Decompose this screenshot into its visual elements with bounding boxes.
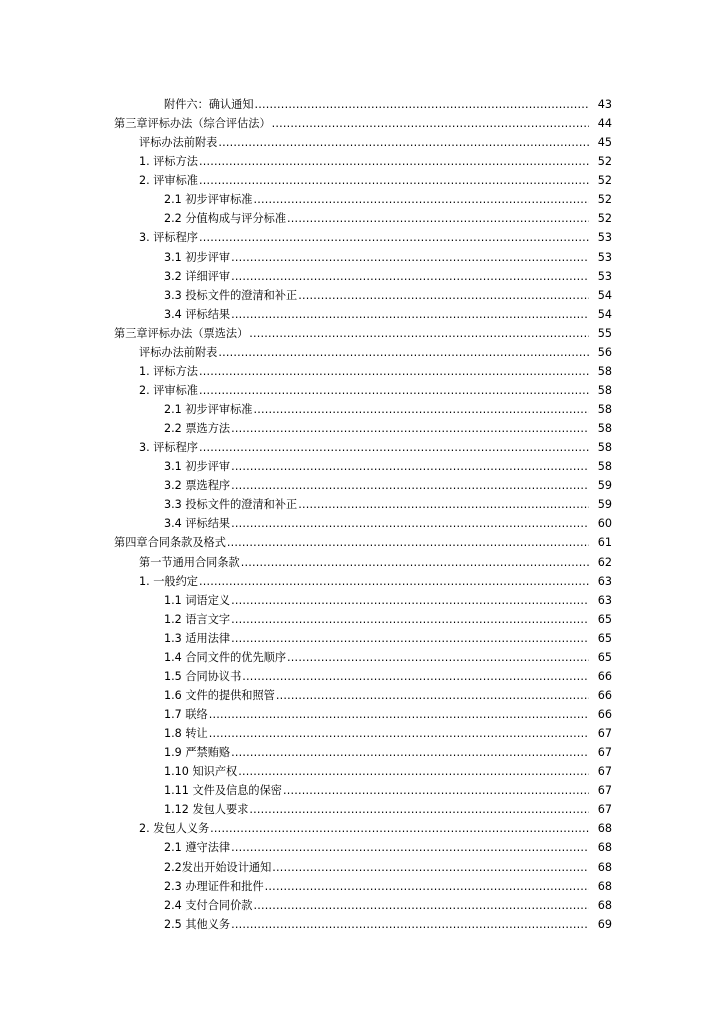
toc-entry-page-number: 52 xyxy=(597,174,612,188)
toc-dot-leader xyxy=(199,171,589,190)
toc-entry[interactable] xyxy=(0,686,724,705)
toc-entry-title: 1.1 词语定义 xyxy=(164,593,231,607)
toc-entry-page-number: 68 xyxy=(597,841,612,855)
toc-dot-leader xyxy=(199,572,589,591)
toc-entry-page-number: 68 xyxy=(597,860,612,874)
toc-dot-leader xyxy=(238,762,589,781)
toc-entry-title: 1.5 合同协议书 xyxy=(164,669,242,683)
toc-entry-title: 2.3 办理证件和批件 xyxy=(164,879,264,893)
toc-dot-leader xyxy=(199,381,589,400)
toc-entry-page-number: 52 xyxy=(597,212,612,226)
toc-entry-title: 1.4 合同文件的优先顺序 xyxy=(164,650,287,664)
toc-entry-title: 1. 一般约定 xyxy=(139,574,198,588)
toc-entry-page-number: 68 xyxy=(597,898,612,912)
toc-entry-title: 附件六：确认通知 xyxy=(164,98,254,112)
toc-entry-title: 3.3 投标文件的澄清和补正 xyxy=(164,498,298,512)
toc-entry-page-number: 65 xyxy=(597,650,612,664)
toc-dot-leader xyxy=(231,591,589,610)
toc-entry[interactable] xyxy=(0,209,724,228)
toc-entry-title: 2.2 票选方法 xyxy=(164,422,231,436)
toc-entry-page-number: 59 xyxy=(597,498,612,512)
toc-entry[interactable] xyxy=(0,858,724,877)
toc-dot-leader xyxy=(242,667,589,686)
toc-entry[interactable] xyxy=(0,743,724,762)
toc-entry-title: 评标办法前附表 xyxy=(139,136,218,150)
toc-dot-leader xyxy=(276,686,589,705)
toc-entry[interactable] xyxy=(0,400,724,419)
toc-entry-page-number: 66 xyxy=(597,669,612,683)
toc-entry-title: 3.2 详细评审 xyxy=(164,269,231,283)
toc-entry-title: 1.3 适用法律 xyxy=(164,631,231,645)
toc-entry[interactable] xyxy=(0,800,724,819)
toc-dot-leader xyxy=(231,629,589,648)
toc-entry-page-number: 52 xyxy=(597,155,612,169)
toc-entry[interactable] xyxy=(0,877,724,896)
toc-entry-page-number: 58 xyxy=(597,403,612,417)
toc-entry[interactable] xyxy=(0,838,724,857)
toc-entry-title: 2.1 初步评审标准 xyxy=(164,193,253,207)
toc-entry-page-number: 52 xyxy=(597,193,612,207)
toc-entry-title: 1.6 文件的提供和照管 xyxy=(164,688,275,702)
toc-entry-title: 第一节通用合同条款 xyxy=(139,555,240,569)
toc-entry[interactable] xyxy=(0,610,724,629)
toc-entry-title: 3. 评标程序 xyxy=(139,231,198,245)
toc-dot-leader xyxy=(253,400,589,419)
toc-dot-leader xyxy=(231,743,589,762)
toc-dot-leader xyxy=(199,438,589,457)
toc-entry-title: 3.1 初步评审 xyxy=(164,250,231,264)
toc-entry[interactable] xyxy=(0,476,724,495)
toc-entry-page-number: 65 xyxy=(597,631,612,645)
toc-entry-page-number: 54 xyxy=(597,288,612,302)
toc-dot-leader xyxy=(253,190,589,209)
toc-entry-title: 2.5 其他义务 xyxy=(164,917,231,931)
toc-entry-page-number: 44 xyxy=(597,117,612,131)
toc-dot-leader xyxy=(231,476,589,495)
toc-entry[interactable] xyxy=(0,324,724,343)
toc-entry[interactable] xyxy=(0,705,724,724)
toc-dot-leader xyxy=(231,248,589,267)
toc-entry-page-number: 54 xyxy=(597,307,612,321)
table-of-contents xyxy=(0,95,724,934)
toc-entry-title: 3.4 评标结果 xyxy=(164,307,231,321)
toc-dot-leader xyxy=(231,915,589,934)
toc-entry[interactable] xyxy=(0,286,724,305)
toc-dot-leader xyxy=(218,343,589,362)
toc-entry[interactable] xyxy=(0,362,724,381)
toc-entry-page-number: 61 xyxy=(597,536,612,550)
toc-entry-title: 1.9 严禁贿赂 xyxy=(164,746,231,760)
toc-entry[interactable] xyxy=(0,667,724,686)
toc-entry[interactable] xyxy=(0,419,724,438)
toc-entry-page-number: 58 xyxy=(597,383,612,397)
toc-dot-leader xyxy=(231,267,589,286)
toc-entry-page-number: 68 xyxy=(597,879,612,893)
toc-entry-page-number: 56 xyxy=(597,345,612,359)
toc-dot-leader xyxy=(255,95,589,114)
toc-entry-page-number: 53 xyxy=(597,269,612,283)
toc-entry[interactable] xyxy=(0,514,724,533)
toc-dot-leader xyxy=(298,495,589,514)
toc-dot-leader xyxy=(249,800,589,819)
toc-entry-title: 2.2发出开始设计通知 xyxy=(164,860,272,874)
toc-entry[interactable] xyxy=(0,95,724,114)
toc-entry-page-number: 67 xyxy=(597,803,612,817)
toc-entry-page-number: 65 xyxy=(597,612,612,626)
toc-dot-leader xyxy=(209,724,589,743)
toc-entry[interactable] xyxy=(0,572,724,591)
toc-entry-title: 2.1 遵守法律 xyxy=(164,841,231,855)
toc-entry-title: 1. 评标方法 xyxy=(139,364,198,378)
toc-entry-title: 1.2 语言文字 xyxy=(164,612,231,626)
toc-entry-page-number: 55 xyxy=(597,326,612,340)
toc-entry-page-number: 68 xyxy=(597,822,612,836)
toc-entry[interactable] xyxy=(0,781,724,800)
toc-dot-leader xyxy=(272,858,589,877)
toc-dot-leader xyxy=(231,419,589,438)
toc-entry-page-number: 59 xyxy=(597,479,612,493)
toc-dot-leader xyxy=(287,209,589,228)
toc-entry-page-number: 58 xyxy=(597,441,612,455)
toc-entry-page-number: 58 xyxy=(597,422,612,436)
toc-entry[interactable] xyxy=(0,819,724,838)
toc-entry[interactable] xyxy=(0,457,724,476)
toc-dot-leader xyxy=(283,781,589,800)
toc-entry-page-number: 69 xyxy=(597,917,612,931)
toc-entry-page-number: 53 xyxy=(597,250,612,264)
toc-entry[interactable] xyxy=(0,248,724,267)
toc-dot-leader xyxy=(241,553,589,572)
toc-entry[interactable] xyxy=(0,152,724,171)
toc-entry-page-number: 67 xyxy=(597,746,612,760)
toc-entry[interactable] xyxy=(0,648,724,667)
toc-dot-leader xyxy=(199,362,589,381)
toc-entry[interactable] xyxy=(0,267,724,286)
toc-entry[interactable] xyxy=(0,228,724,247)
toc-entry[interactable] xyxy=(0,438,724,457)
toc-dot-leader xyxy=(231,514,589,533)
toc-entry-title: 3.2 票选程序 xyxy=(164,479,231,493)
toc-entry[interactable] xyxy=(0,533,724,552)
toc-entry-title: 1.8 转让 xyxy=(164,727,208,741)
toc-entry-page-number: 58 xyxy=(597,364,612,378)
toc-dot-leader xyxy=(265,877,589,896)
toc-entry-page-number: 58 xyxy=(597,460,612,474)
toc-entry-page-number: 63 xyxy=(597,593,612,607)
toc-entry-title: 3.1 初步评审 xyxy=(164,460,231,474)
toc-entry-title: 2.2 分值构成与评分标准 xyxy=(164,212,287,226)
toc-dot-leader xyxy=(227,533,589,552)
toc-entry[interactable] xyxy=(0,896,724,915)
toc-entry-title: 3.3 投标文件的澄清和补正 xyxy=(164,288,298,302)
toc-dot-leader xyxy=(199,228,589,247)
toc-entry[interactable] xyxy=(0,381,724,400)
toc-entry[interactable] xyxy=(0,190,724,209)
toc-entry[interactable] xyxy=(0,171,724,190)
toc-entry-title: 3.4 评标结果 xyxy=(164,517,231,531)
toc-entry[interactable] xyxy=(0,133,724,152)
toc-entry-title: 第三章评标办法（综合评估法） xyxy=(114,117,271,131)
toc-entry-page-number: 53 xyxy=(597,231,612,245)
toc-entry-page-number: 63 xyxy=(597,574,612,588)
toc-dot-leader xyxy=(218,133,589,152)
toc-entry-title: 2. 评审标准 xyxy=(139,174,198,188)
toc-dot-leader xyxy=(231,610,589,629)
toc-dot-leader xyxy=(287,648,589,667)
toc-dot-leader xyxy=(209,705,589,724)
toc-entry[interactable] xyxy=(0,591,724,610)
toc-entry[interactable] xyxy=(0,495,724,514)
toc-entry[interactable] xyxy=(0,762,724,781)
toc-entry-title: 第三章评标办法（票选法） xyxy=(114,326,249,340)
toc-entry-title: 2. 评审标准 xyxy=(139,383,198,397)
toc-entry-title: 1. 评标方法 xyxy=(139,155,198,169)
toc-entry-page-number: 67 xyxy=(597,784,612,798)
toc-entry-page-number: 60 xyxy=(597,517,612,531)
toc-entry-title: 1.11 文件及信息的保密 xyxy=(164,784,282,798)
toc-entry-title: 1.7 联络 xyxy=(164,708,208,722)
toc-entry-page-number: 66 xyxy=(597,708,612,722)
toc-dot-leader xyxy=(272,114,589,133)
toc-entry-page-number: 67 xyxy=(597,765,612,779)
toc-dot-leader xyxy=(231,457,589,476)
toc-dot-leader xyxy=(298,286,589,305)
toc-entry-page-number: 43 xyxy=(597,98,612,112)
toc-entry-title: 第四章合同条款及格式 xyxy=(114,536,226,550)
toc-entry[interactable] xyxy=(0,305,724,324)
toc-dot-leader xyxy=(199,152,589,171)
toc-entry-title: 2.4 支付合同价款 xyxy=(164,898,253,912)
toc-dot-leader xyxy=(249,324,589,343)
toc-entry-title: 评标办法前附表 xyxy=(139,345,218,359)
toc-entry-page-number: 66 xyxy=(597,688,612,702)
toc-entry[interactable] xyxy=(0,343,724,362)
toc-dot-leader xyxy=(231,305,589,324)
toc-entry-title: 1.12 发包人要求 xyxy=(164,803,249,817)
toc-entry-title: 2.1 初步评审标准 xyxy=(164,403,253,417)
toc-entry-page-number: 45 xyxy=(597,136,612,150)
toc-dot-leader xyxy=(231,838,589,857)
toc-entry-title: 1.10 知识产权 xyxy=(164,765,238,779)
toc-entry-page-number: 67 xyxy=(597,727,612,741)
toc-entry-page-number: 62 xyxy=(597,555,612,569)
toc-dot-leader xyxy=(253,896,589,915)
toc-entry[interactable] xyxy=(0,114,724,133)
toc-entry[interactable] xyxy=(0,724,724,743)
toc-entry-title: 2. 发包人义务 xyxy=(139,822,210,836)
toc-entry[interactable] xyxy=(0,629,724,648)
toc-entry[interactable] xyxy=(0,915,724,934)
toc-entry[interactable] xyxy=(0,553,724,572)
toc-dot-leader xyxy=(210,819,589,838)
toc-entry-title: 3. 评标程序 xyxy=(139,441,198,455)
